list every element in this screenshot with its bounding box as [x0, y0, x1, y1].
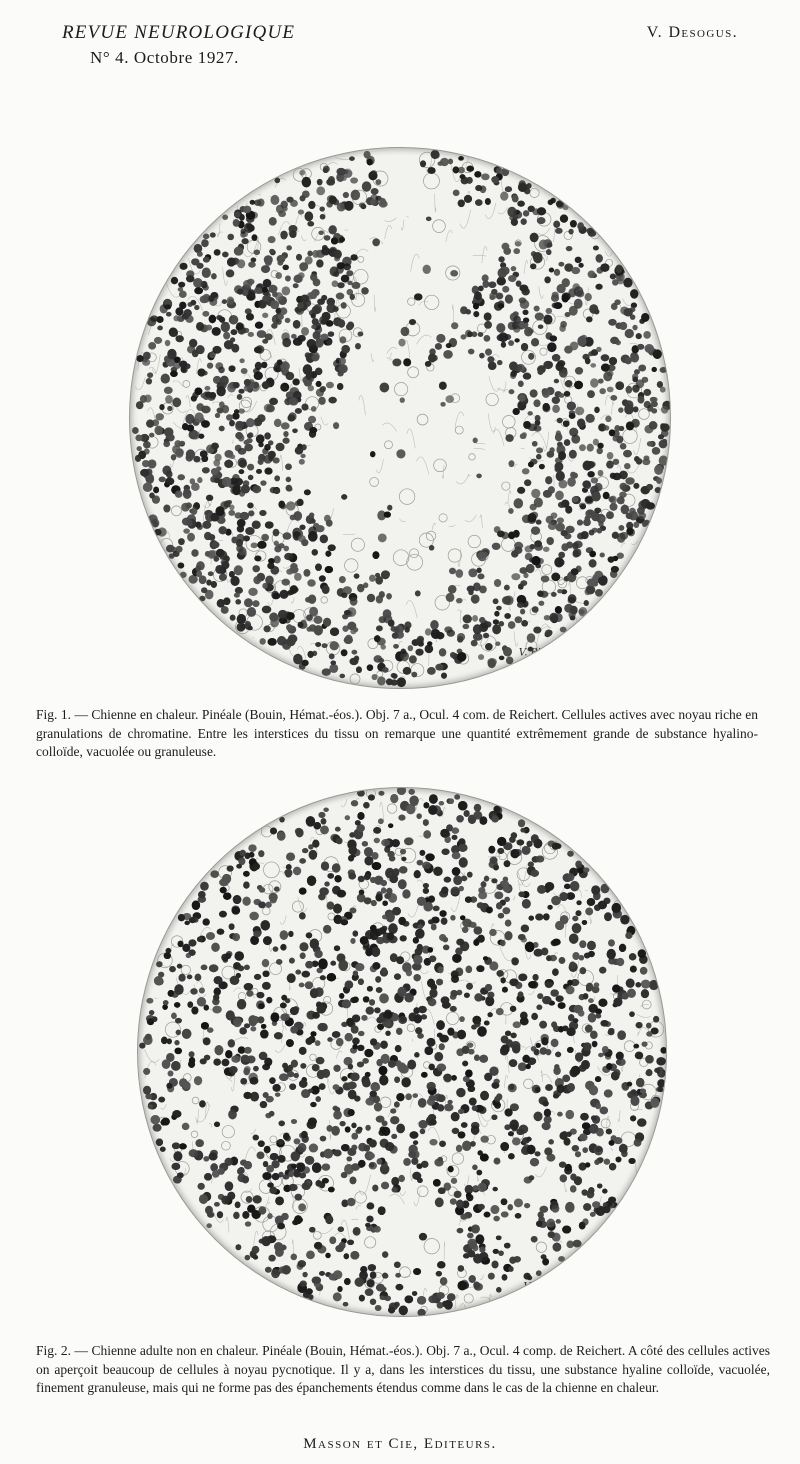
figure-2-caption [36, 1342, 770, 1398]
artist-signature: V. Piras [518, 647, 557, 659]
journal-header [62, 22, 295, 68]
figure-2-label: Fig. 2. [36, 1343, 71, 1358]
journal-title: REVUE NEUROLOGIQUE [62, 22, 296, 43]
figure-1-caption [36, 706, 758, 762]
figure-2-micrograph [138, 788, 666, 1316]
figure-1-caption-text: — Chienne en chaleur. Pinéale (Bouin, Hémat.-éos.). Obj. 7 a., Ocul. 4 com. de Reichert. Cellules actives avec noyau riche en granulations de chromatine. Entre les interstices du tissu on remarque une quantité extrêmement grande de substance hyalino-colloïde, vacuolée ou granuleuse. [36, 707, 759, 759]
figure-1-drawing [130, 148, 670, 688]
figure-1-micrograph [130, 148, 670, 688]
figure-2-caption-text: — Chienne adulte non en chaleur. Pinéale (Bouin, Hémat.-éos.). Obj. 7 a., Ocul. 4 comp. de Reichert. A côté des cellules actives on aperçoit beaucoup de cellules à noyau pycnotique. Il y a, dans les interstices du tissu, une substance hyaline colloïde, vacuolée, finement granuleuse, mais qui ne forme pas des épanchements étendus comme dans le cas de la chienne en chaleur. [36, 1343, 771, 1395]
issue-line: N° 4. Octobre 1927. [90, 48, 239, 67]
figure-1-label: Fig. 1. [36, 707, 71, 722]
artist-signature: V. Piras [523, 1281, 562, 1293]
publisher-footer: Masson et Cie, Editeurs. [303, 1436, 497, 1452]
author-name: V. Desogus. [646, 24, 738, 41]
figure-2-drawing [138, 788, 666, 1316]
